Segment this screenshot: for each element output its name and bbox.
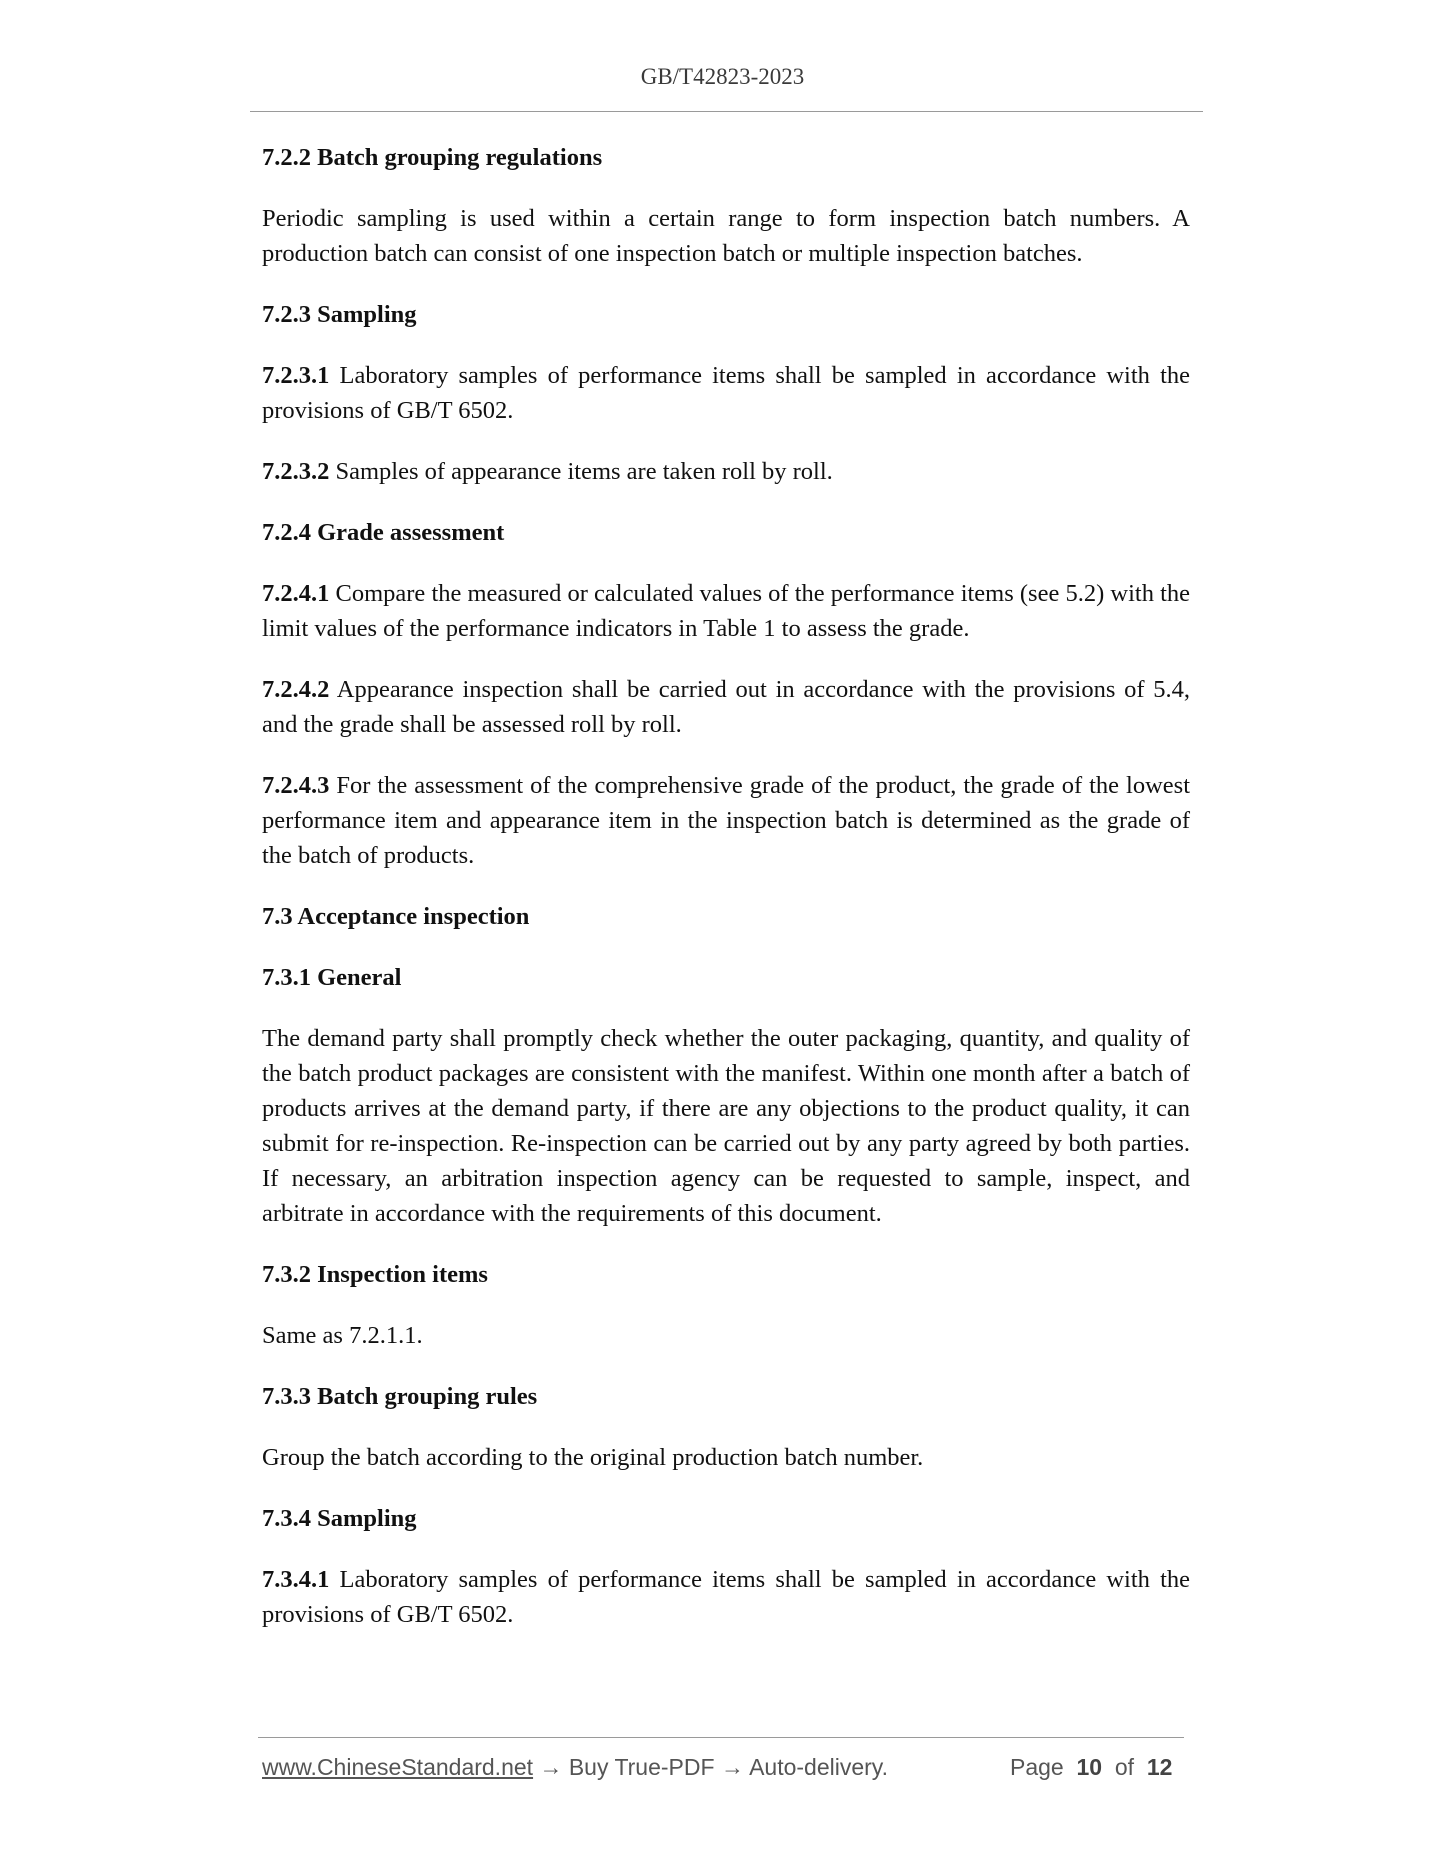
section-heading: 7.3.3 Batch grouping rules — [262, 1383, 538, 1410]
footer-buy-text: Buy True-PDF — [568, 1754, 715, 1780]
section-heading: 7.3.4 Sampling — [262, 1505, 417, 1532]
body-paragraph — [262, 358, 1190, 428]
body-paragraph — [262, 1562, 1190, 1632]
section-heading: 7.2.3 Sampling — [262, 301, 417, 328]
body-paragraph — [262, 768, 1190, 873]
document-body — [262, 140, 1190, 1658]
page-indicator — [1010, 1754, 1172, 1781]
paragraph-text: Same as 7.2.1.1. — [262, 1322, 423, 1349]
arrow-icon: → — [720, 1754, 744, 1780]
body-paragraph — [262, 1021, 1190, 1231]
paragraph-text: Laboratory samples of performance items shall be sampled in accordance with the provisions of GB/T 6502. — [262, 1566, 1190, 1628]
page-total: 12 — [1146, 1754, 1173, 1780]
arrow-icon: → — [539, 1754, 563, 1780]
clause-number: 7.3.4.1 — [262, 1566, 330, 1593]
header-divider — [250, 111, 1203, 112]
paragraph-text: Samples of appearance items are taken roll by roll. — [329, 458, 833, 485]
body-paragraph — [262, 1318, 1190, 1353]
footer-delivery-text: Auto-delivery. — [749, 1754, 888, 1780]
section-heading: 7.3.1 General — [262, 964, 402, 991]
page-header-title: GB/T42823-2023 — [640, 64, 805, 89]
paragraph-text: Laboratory samples of performance items shall be sampled in accordance with the provisions of GB/T 6502. — [262, 362, 1190, 424]
paragraph-text: Group the batch according to the original production batch number. — [262, 1444, 924, 1471]
section-heading: 7.2.2 Batch grouping regulations — [262, 144, 603, 171]
paragraph-text: The demand party shall promptly check whether the outer packaging, quantity, and quality of the batch product packages are consistent with the manifest. Within one month after a batch of products arrives at the demand party, if there are any objections to the product quality, it can submit for re-inspection. Re-inspection can be carried out by any party agreed by both parties. If necessary, an arbitration inspection agency can be requested to sample, inspect, and arbitrate in accordance with the requirements of this document. — [262, 1025, 1190, 1227]
clause-number: 7.2.3.2 — [262, 458, 330, 485]
clause-number: 7.2.4.3 — [262, 772, 330, 799]
paragraph-text: Periodic sampling is used within a certain range to form inspection batch numbers. A production batch can consist of one inspection batch or multiple inspection batches. — [262, 205, 1190, 267]
clause-number: 7.2.3.1 — [262, 362, 330, 389]
section-heading: 7.2.4 Grade assessment — [262, 519, 505, 546]
footer-site-link[interactable]: www.ChineseStandard.net — [262, 1754, 534, 1780]
body-paragraph — [262, 454, 1190, 489]
section-heading: 7.3 Acceptance inspection — [262, 903, 530, 930]
section-heading: 7.3.2 Inspection items — [262, 1261, 488, 1288]
clause-number: 7.2.4.2 — [262, 676, 330, 703]
body-paragraph — [262, 672, 1190, 742]
paragraph-text: Appearance inspection shall be carried out in accordance with the provisions of 5.4, and the grade shall be assessed roll by roll. — [262, 676, 1190, 738]
clause-number: 7.2.4.1 — [262, 580, 330, 607]
body-paragraph — [262, 576, 1190, 646]
page-label: Page — [1010, 1754, 1064, 1780]
page-of-label: of — [1114, 1754, 1135, 1780]
paragraph-text: Compare the measured or calculated values of the performance items (see 5.2) with the limit values of the performance indicators in Table 1 to assess the grade. — [262, 580, 1190, 642]
paragraph-text: For the assessment of the comprehensive grade of the product, the grade of the lowest performance item and appearance item in the inspection batch is determined as the grade of the batch of products. — [262, 772, 1190, 869]
body-paragraph — [262, 1440, 1190, 1475]
footer-divider — [258, 1737, 1184, 1738]
body-paragraph — [262, 201, 1190, 271]
page-current: 10 — [1076, 1754, 1103, 1780]
page-footer — [262, 1754, 1182, 1781]
